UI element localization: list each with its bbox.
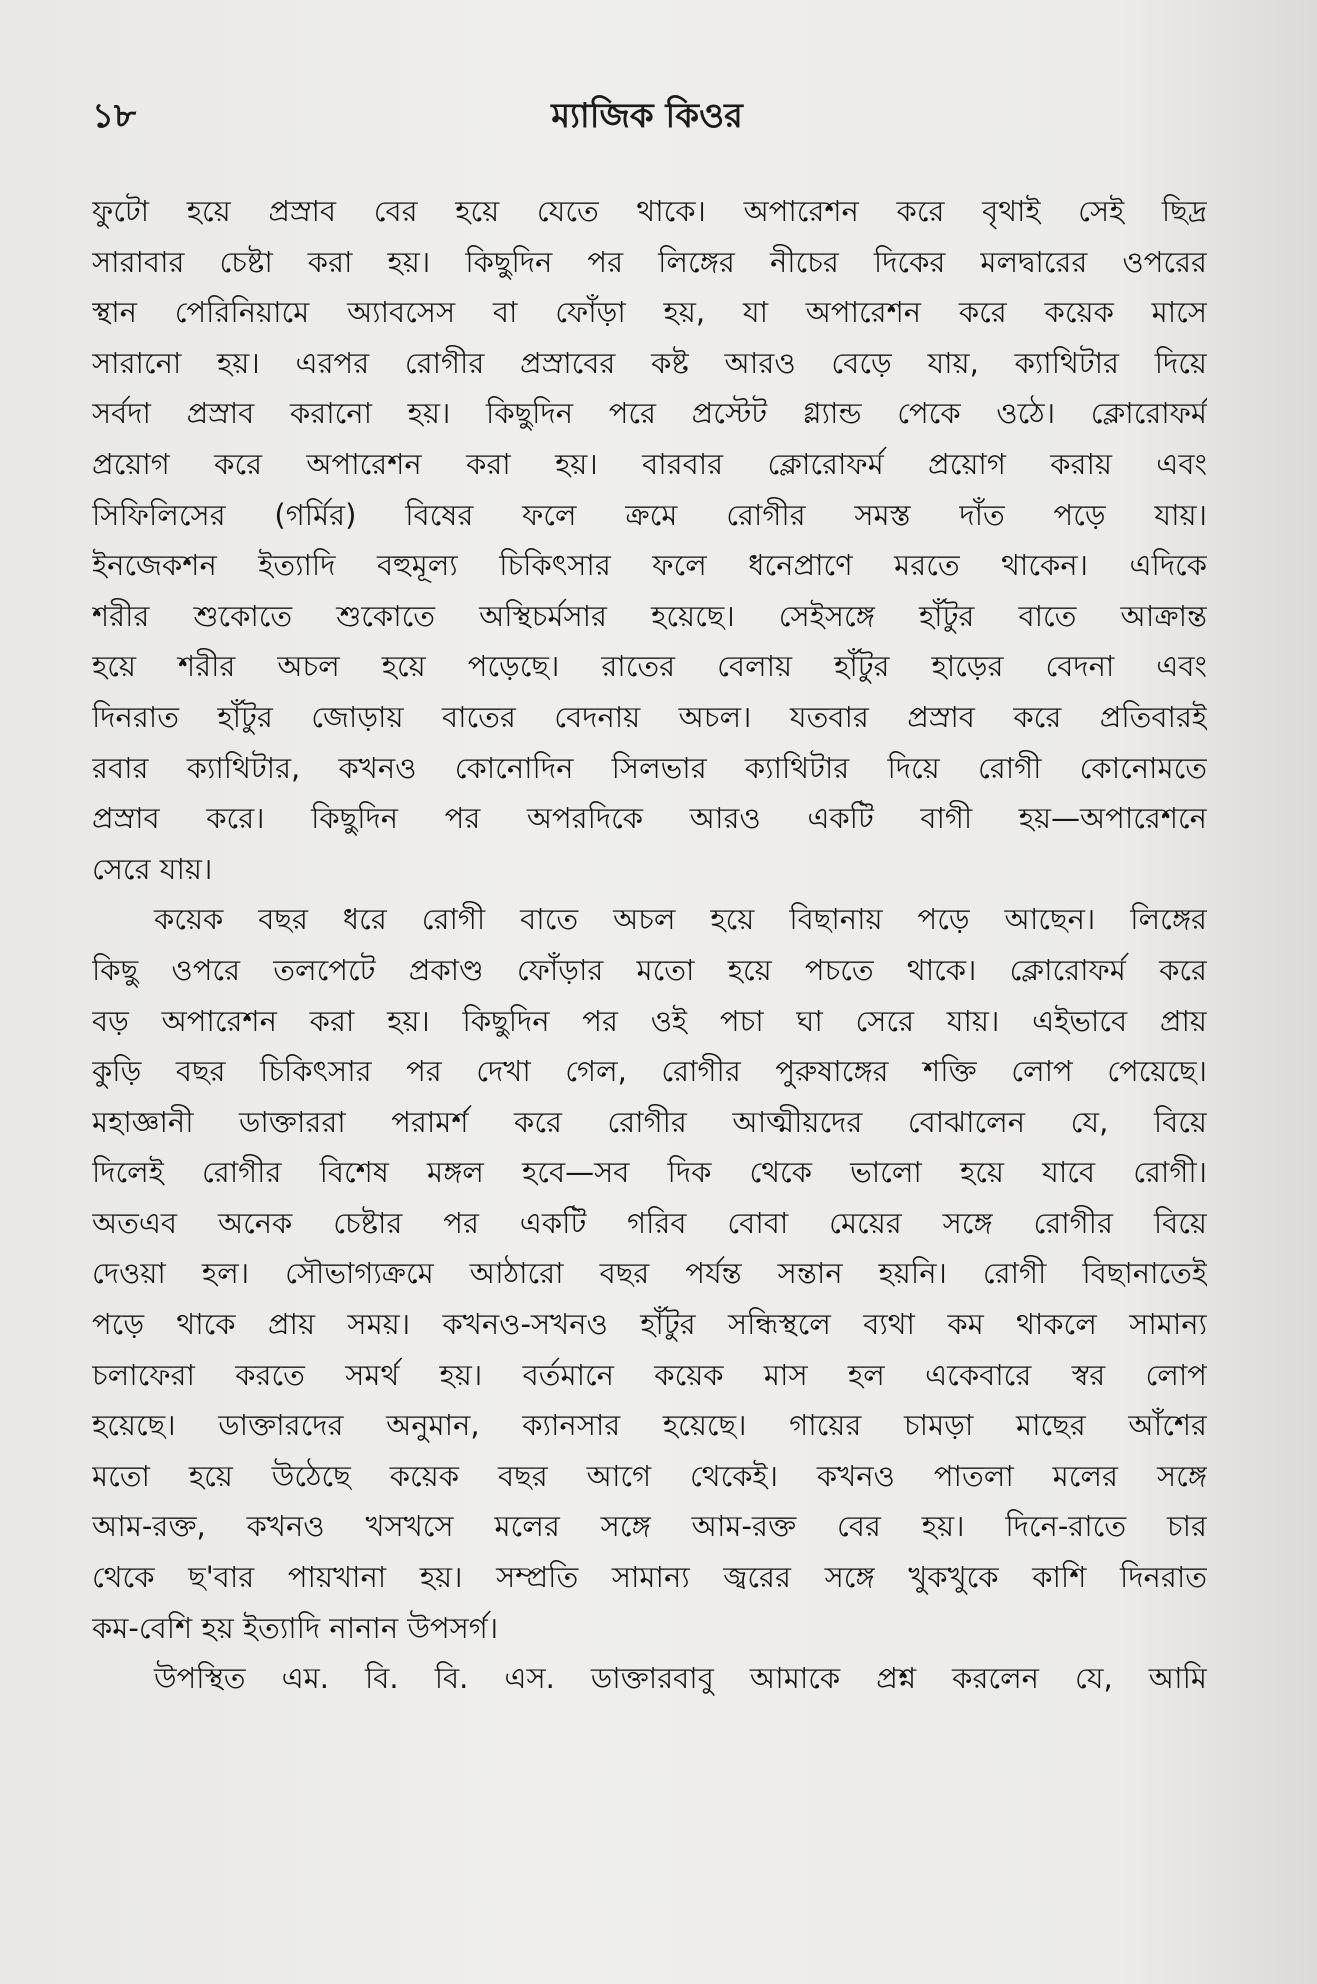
text-line: থেকে ছ'বার পায়খানা হয়। সম্প্রতি সামান্য জ্বরের সঙ্গে খুকখুকে কাশি দিনরাত xyxy=(92,1560,1207,1595)
text-line: চলাফেরা করতে সমর্থ হয়। বর্তমানে কয়েক মাস হল একেবারে স্বর লোপ xyxy=(92,1357,1207,1392)
text-line: সারাবার চেষ্টা করা হয়। কিছুদিন পর লিঙ্গের নীচের দিকের মলদ্বারের ওপরের xyxy=(92,244,1207,279)
text-line: সারানো হয়। এরপর রোগীর প্রস্রাবের কষ্ট আরও বেড়ে যায়, ক্যাথিটার দিয়ে xyxy=(92,345,1207,380)
text-line: সর্বদা প্রস্রাব করানো হয়। কিছুদিন পরে প্রস্টেট গ্ল্যান্ড পেকে ওঠে। ক্লোরোফর্ম xyxy=(92,396,1207,431)
text-line: সিফিলিসের (গর্মির) বিষের ফলে ক্রমে রোগীর সমস্ত দাঁত পড়ে যায়। xyxy=(92,497,1207,532)
text-line: বড় অপারেশন করা হয়। কিছুদিন পর ওই পচা ঘা সেরে যায়। এইভাবে প্রায় xyxy=(92,1003,1207,1038)
paragraph-start-line: কয়েক বছর ধরে রোগী বাতে অচল হয়ে বিছানায় পড়ে আছেন। লিঙ্গের xyxy=(154,902,1207,937)
text-line: মতো হয়ে উঠেছে কয়েক বছর আগে থেকেই। কখনও পাতলা মলের সঙ্গে xyxy=(92,1458,1207,1493)
text-line: আম-রক্ত, কখনও খসখসে মলের সঙ্গে আম-রক্ত বের হয়। দিনে-রাতে চার xyxy=(92,1509,1207,1544)
text-line: শরীর শুকোতে শুকোতে অস্থিচর্মসার হয়েছে। সেইসঙ্গে হাঁটুর বাতে আক্রান্ত xyxy=(92,598,1207,633)
text-line: ইনজেকশন ইত্যাদি বহুমূল্য চিকিৎসার ফলে ধনেপ্রাণে মরতে থাকেন। এদিকে xyxy=(92,548,1207,583)
paragraph-end-line: কম-বেশি হয় ইত্যাদি নানান উপসর্গ। xyxy=(92,1610,499,1645)
text-line: হয়ে শরীর অচল হয়ে পড়েছে। রাতের বেলায় হাঁটুর হাড়ের বেদনা এবং xyxy=(92,649,1207,684)
paragraph-start-line: উপস্থিত এম. বি. বি. এস. ডাক্তারবাবু আমাকে প্রশ্ন করলেন যে, আমি xyxy=(154,1661,1207,1696)
text-line: কিছু ওপরে তলপেটে প্রকাণ্ড ফোঁড়ার মতো হয়ে পচতে থাকে। ক্লোরোফর্ম করে xyxy=(92,952,1207,987)
body-text xyxy=(92,186,1207,1704)
text-line: দিলেই রোগীর বিশেষ মঙ্গল হবে—সব দিক থেকে ভালো হয়ে যাবে রোগী। xyxy=(92,1155,1207,1190)
text-line: মহাজ্ঞানী ডাক্তাররা পরামর্শ করে রোগীর আত্মীয়দের বোঝালেন যে, বিয়ে xyxy=(92,1104,1207,1139)
text-line: দিনরাত হাঁটুর জোড়ায় বাতের বেদনায় অচল। যতবার প্রস্রাব করে প্রতিবারই xyxy=(92,699,1207,734)
text-line: কুড়ি বছর চিকিৎসার পর দেখা গেল, রোগীর পুরুষাঙ্গের শক্তি লোপ পেয়েছে। xyxy=(92,1054,1207,1089)
text-line: পড়ে থাকে প্রায় সময়। কখনও-সখনও হাঁটুর সন্ধিস্থলে ব্যথা কম থাকলে সামান্য xyxy=(92,1307,1207,1342)
text-line: দেওয়া হল। সৌভাগ্যক্রমে আঠারো বছর পর্যন্ত সন্তান হয়নি। রোগী বিছানাতেই xyxy=(92,1256,1207,1291)
text-line: স্থান পেরিনিয়ামে অ্যাবসেস বা ফোঁড়া হয়, যা অপারেশন করে কয়েক মাসে xyxy=(92,295,1207,330)
running-title: ম্যাজিক কিওর xyxy=(551,96,743,136)
text-line: অতএব অনেক চেষ্টার পর একটি গরিব বোবা মেয়ের সঙ্গে রোগীর বিয়ে xyxy=(92,1205,1207,1240)
text-line: ফুটো হয়ে প্রস্রাব বের হয়ে যেতে থাকে। অপারেশন করে বৃথাই সেই ছিদ্র xyxy=(92,194,1207,228)
text-line: প্রস্রাব করে। কিছুদিন পর অপরদিকে আরও একটি বাগী হয়—অপারেশনে xyxy=(92,801,1207,836)
paragraph-end-line: সেরে যায়। xyxy=(92,851,213,886)
text-line: প্রয়োগ করে অপারেশন করা হয়। বারবার ক্লোরোফর্ম প্রয়োগ করায় এবং xyxy=(92,446,1207,481)
page-header xyxy=(92,90,1202,150)
page-number: ১৮ xyxy=(92,96,137,136)
text-line: হয়েছে। ডাক্তারদের অনুমান, ক্যানসার হয়েছে। গায়ের চামড়া মাছের আঁশের xyxy=(92,1408,1207,1443)
text-line: রবার ক্যাথিটার, কখনও কোনোদিন সিলভার ক্যাথিটার দিয়ে রোগী কোনোমতে xyxy=(92,750,1207,785)
